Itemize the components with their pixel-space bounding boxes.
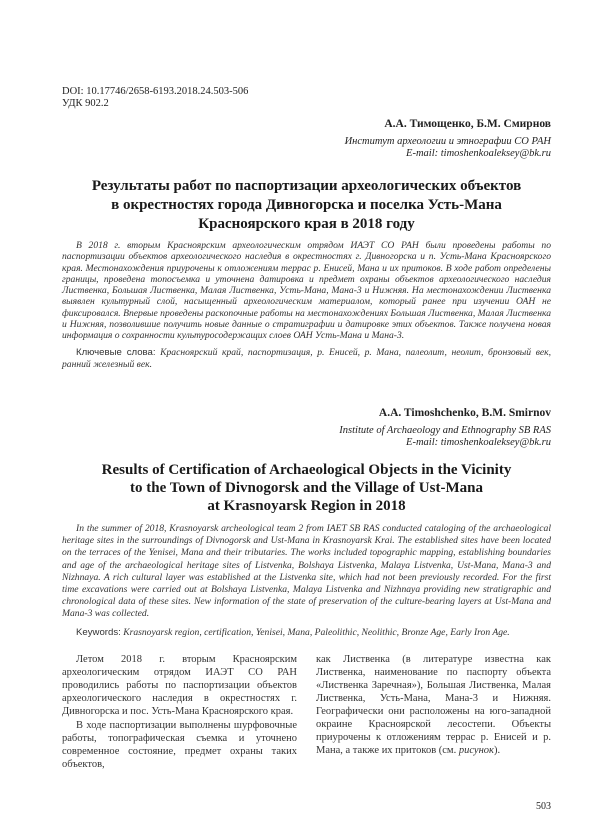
body-columns — [62, 653, 551, 772]
english-section — [62, 406, 551, 772]
body-column-right — [316, 653, 551, 772]
udk: УДК 902.2 — [62, 98, 109, 109]
authors-ru: А.А. Тимощенко, Б.М. Смирнов — [384, 118, 551, 130]
page-number: 503 — [536, 801, 551, 812]
keywords-label: Ключевые слова: — [76, 346, 156, 358]
title-line: в окрестностях города Дивногорска и поселка Усть-Мана — [111, 197, 502, 213]
body-text: как Лиственка (в литературе известна как Лиственка, наименование по паспорту объекта «Лиственка Заречная»), Большая Лиственка, Малая Лиственка, Усть-Мана, Мана-3 и Нижняя. Географически они расположены на юго-западной окраине Красноярской лесостепи. Объекты приурочены к отложениям террас р. Енисей и р. Мана, а также их притоков (см. — [316, 653, 551, 756]
keywords-values: Красноярский край, паспортизация, р. Енисей, р. Мана, палеолит, неолит, бронзовый век, ранний железный век. — [62, 346, 551, 370]
authors-en: A.A. Timoshchenko, B.M. Smirnov — [378, 407, 551, 419]
email-ru: E-mail: timoshenkoaleksey@bk.ru — [406, 148, 551, 159]
keywords-values: Krasnoyarsk region, certification, Yenisei, Mana, Paleolithic, Neolithic, Bronze Age, Early Iron Age. — [123, 626, 510, 638]
title-en — [62, 461, 551, 515]
russian-section — [62, 117, 551, 371]
affiliation-en: Institute of Archaeology and Ethnography SB RAS — [339, 425, 551, 436]
figure-reference: рисунок — [458, 744, 494, 756]
title-line: Красноярского края в 2018 году — [198, 216, 415, 232]
title-line: to the Town of Divnogorsk and the Village of Ust-Mana — [130, 480, 483, 496]
keywords-label: Keywords: — [76, 626, 121, 638]
title-line: Results of Certification of Archaeological Objects in the Vicinity — [101, 462, 512, 478]
title-line: Результаты работ по паспортизации археологических объектов — [91, 178, 522, 194]
body-paragraph — [316, 653, 551, 757]
abstract-ru: В 2018 г. вторым Красноярским археологическим отрядом ИАЭТ СО РАН были проведены работы по паспортизации объектов археологического наследия в окрестностях г. Дивногорска и п. Усть-Мана Красноярского края. Местонахождения приурочены к отложениям террас р. Енисей, Мана и их притоков. В ходе работ определены границы, проведена топосъемка и уточнена датировка и предмет охраны объектов археологического наследия Лиственка, Большая Лиственка, Малая Лиственка, Усть-Мана, Мана-3 и Нижняя. На местонахождении Лиственка выявлен культурный слой, насыщенный археологическим материалом, который ранее при изучении ОАН не фиксировался. Впервые проведены раскопочные работы на местонахождениях Большая Лиственка, Малая Лиственка и Нижняя, позволившие получить новые данные о стратиграфии и датировке этих объектов. Также получена новая информация о сохранности культуросодержащих слоев ОАН Усть-Мана и Мана-3. — [62, 240, 551, 342]
body-text-end: ). — [493, 744, 501, 756]
body-column-left — [62, 653, 297, 772]
body-paragraph: Летом 2018 г. вторым Красноярским археологическим отрядом ИАЭТ СО РАН проводились работы по паспортизации объектов археологического наследия в окрестностях г. Дивногорска и пос. Усть-Мана Красноярского края. — [62, 653, 297, 717]
keywords-ru — [62, 347, 551, 371]
title-ru — [62, 177, 551, 234]
keywords-en — [62, 627, 551, 639]
title-line: at Krasnoyarsk Region in 2018 — [207, 498, 406, 514]
body-paragraph: В ходе паспортизации выполнены шурфовочные работы, топографическая съемка и уточнено современное состояние, предмет охраны таких объектов, — [62, 719, 297, 770]
doi: DOI: 10.17746/2658-6193.2018.24.503-506 — [62, 86, 249, 97]
email-en: E-mail: timoshenkoaleksey@bk.ru — [406, 437, 551, 448]
affiliation-ru: Институт археологии и этнографии СО РАН — [344, 136, 551, 147]
abstract-en: In the summer of 2018, Krasnoyarsk archeological team 2 from IAET SB RAS conducted cataloging of the archaeological heritage sites in the surroundings of Divnogorsk and Ust-Mana in Krasnoyarsk Krai. The established sites have been located on the terraces of the Yenisei, Mana and their tributaries. The works included topographic mapping, establishing boundaries and age of the archaeological heritage sites of Listvenka, Bolshaya Listvenka, Malaya Listvenka, Ust-Mana, Mana-3 and Nizhnaya. A rich cultural layer was established at the Listvenka site, which had not been previously recorded. For the first time excavations were carried out at Bolshaya Listvenka, Malaya Listvenka and Nizhnaya providing new stratigraphic and chronological data of these sites. New information of the state of preservation of the culture-bearing layers at Ust-Mana and Mana-3 was collected. — [62, 523, 551, 620]
